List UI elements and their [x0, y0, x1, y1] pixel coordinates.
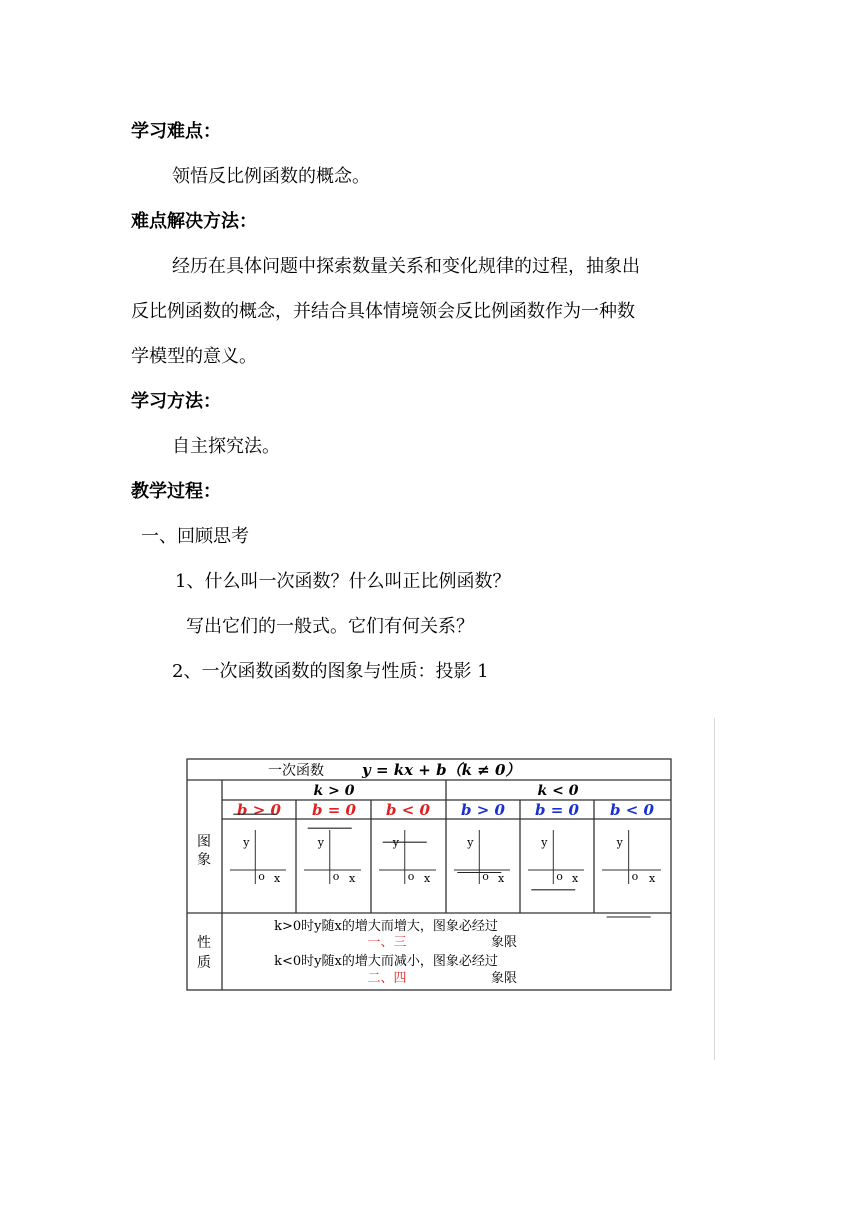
linear-function-table	[186, 758, 672, 991]
header-b-positive-1: b > 0	[237, 801, 281, 819]
section-review: 一、回顾思考	[141, 526, 249, 547]
header-b-negative-2: b < 0	[610, 801, 654, 819]
figure-title-formula: y = kx + b（k ≠ 0）	[362, 761, 521, 779]
graph-sketch-5	[528, 830, 584, 890]
header-b-zero-1: b = 0	[312, 801, 356, 819]
paragraph-solution-line2: 反比例函数的概念，并结合具体情境领会反比例函数作为一种数	[131, 301, 635, 322]
figure-title-prefix: 一次函数	[268, 763, 324, 779]
heading-process: 教学过程：	[131, 481, 221, 502]
graph-sketch-2	[304, 828, 361, 885]
page-margin-rule	[714, 718, 715, 1060]
paragraph-difficulty: 领悟反比例函数的概念。	[172, 166, 370, 187]
heading-difficulty: 学习难点：	[131, 121, 221, 142]
paragraph-method: 自主探究法。	[172, 436, 280, 457]
header-b-positive-2: b > 0	[461, 801, 505, 819]
axis-label-y: y	[392, 836, 399, 849]
row-label-property-2: 质	[197, 955, 211, 971]
property-k-negative: k<0时y随x的增大而减小，图象必经过	[274, 954, 498, 969]
origin-label: o	[332, 870, 340, 883]
origin-label: o	[258, 870, 265, 883]
property-k-positive-quadrants: 一、三	[367, 935, 407, 950]
heading-method: 学习方法：	[131, 391, 221, 412]
axis-label-y: y	[243, 836, 250, 849]
row-label-property-1: 性	[197, 935, 211, 951]
axis-label-y: y	[317, 836, 324, 849]
property-k-negative-quadrants: 二、四	[367, 971, 407, 986]
axis-label-x: x	[349, 872, 356, 885]
question-1b: 写出它们的一般式。它们有何关系？	[186, 616, 474, 637]
header-b-zero-2: b = 0	[535, 801, 579, 819]
graph-sketch-1	[230, 814, 286, 885]
axis-label-y: y	[467, 836, 474, 849]
header-k-positive: k > 0	[313, 783, 355, 799]
row-label-image-2: 象	[197, 852, 211, 868]
question-2: 2、一次函数函数的图象与性质：投影 1	[172, 661, 489, 682]
origin-label: o	[631, 870, 639, 883]
header-k-negative: k < 0	[537, 783, 579, 799]
axis-label-x: x	[498, 872, 505, 885]
heading-solution: 难点解决方法：	[131, 211, 257, 232]
axis-label-y: y	[541, 836, 548, 849]
axis-label-x: x	[649, 872, 656, 885]
graph-sketch-4	[454, 830, 510, 885]
origin-label: o	[407, 870, 415, 883]
origin-label: o	[556, 870, 563, 883]
header-b-negative-1: b < 0	[386, 801, 430, 819]
origin-label: o	[482, 870, 489, 883]
property-k-positive: k>0时y随x的增大而增大，图象必经过	[274, 919, 498, 934]
graph-sketch-6	[602, 830, 661, 917]
graph-sketch-3	[379, 830, 436, 885]
row-label-image-1: 图	[197, 834, 211, 850]
axis-label-x: x	[424, 872, 431, 885]
axis-label-x: x	[572, 872, 579, 885]
property-k-positive-tail: 象限	[490, 935, 518, 950]
question-1a: 1、什么叫一次函数？什么叫正比例函数？	[175, 571, 511, 592]
paragraph-solution-line1: 经历在具体问题中探索数量关系和变化规律的过程，抽象出	[172, 256, 640, 277]
axis-label-x: x	[274, 872, 281, 885]
axis-label-y: y	[616, 836, 623, 849]
property-k-negative-tail: 象限	[490, 971, 518, 986]
paragraph-solution-line3: 学模型的意义。	[131, 346, 257, 367]
